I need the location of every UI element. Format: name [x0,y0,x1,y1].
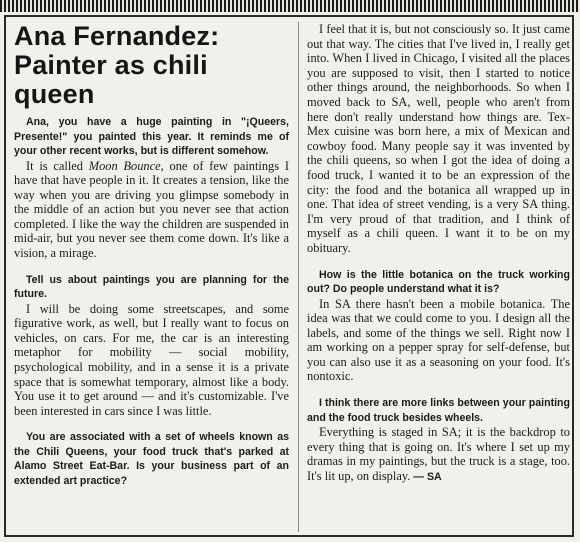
question-food-truck: You are associated with a set of wheels known as the Chili Queens, your food truck that's parked at Alamo Street Eat-Bar. Is your business part of an extended art practice? [14,431,289,487]
top-border-stripe [0,0,580,12]
answer-food-truck: I feel that it is, but not consciously so. It just came out that way. The cities that I've lived in, I really get into. When I lived in Chicago, I visited all the places you are supposed to visit, then I started to notice other things around, the neighborhoods. So when I moved back to SA, well, people who aren't from here don't really understand how things are. Tex-Mex cuisine was born here, a mix of Mexican and cowboy food. Many people say it was invented by the chili queens, so when I got the idea of doing a food truck, I wanted it to be an expression of the city: the food and the botanica all wrapped up in one. That idea of street vending, is a very SA thing. I'm very proud of that tradition, and I think of myself as a chili queen. I want it to be on my obituary. [307,22,570,255]
answer-intro-pre: It is called [26,158,89,173]
question-intro: Ana, you have a huge painting in "¡Queers, Presente!" you painted this year. It reminds me of your other recent works, but is different somehow. [14,116,289,157]
painting-title: Moon Bounce [88,158,161,173]
answer-botanica: In SA there hasn't been a mobile botanica. The idea was that we could come to you. I design all the labels, and some of the things we sell. Right now I am working on a pepper spray for self-defense, but you can also use it as a seasoning on your food. It's nontoxic. [307,296,570,384]
answer-intro-post: , one of few paintings I have that have people in it. It creates a tension, like the way when you are driving you glimpse somebody in the middle of an action but you never see that action completed. I like the way the children are suspended in mid-air, but you never see them come down. It's like a vision, a mirage. [14,158,289,261]
question-links: I think there are more links between your painting and the food truck besides wheels. [307,397,570,424]
answer-links-text: Everything is staged in SA; it is the backdrop to every thing that is going on. It's where I set up my dramas in my paintings, but the truck is a stage, too. It's lit up, on display. [307,425,570,483]
answer-links [307,425,570,484]
right-column [307,22,570,484]
answer-intro [14,159,289,261]
headline: Ana Fernandez: Painter as chili queen [14,21,220,109]
left-column [14,22,289,488]
question-future-paintings: Tell us about paintings you are planning for the future. [14,273,289,301]
column-divider [298,22,299,532]
answer-future-paintings: I will be doing some streetscapes, and some figurative work, as well, but I really want to focus on vehicles, on cars. For me, the car is an interesting metaphor for mobility — social mobility, psychological mobility, and in a sense it is a private space that is somewhat temporary, almost like a body. You use it to get around — and it's customizable. I've been interested in cars since I was little. [14,301,289,418]
question-botanica: How is the little botanica on the truck working out? Do people understand what it is? [307,268,570,295]
signoff: — SA [413,470,442,483]
